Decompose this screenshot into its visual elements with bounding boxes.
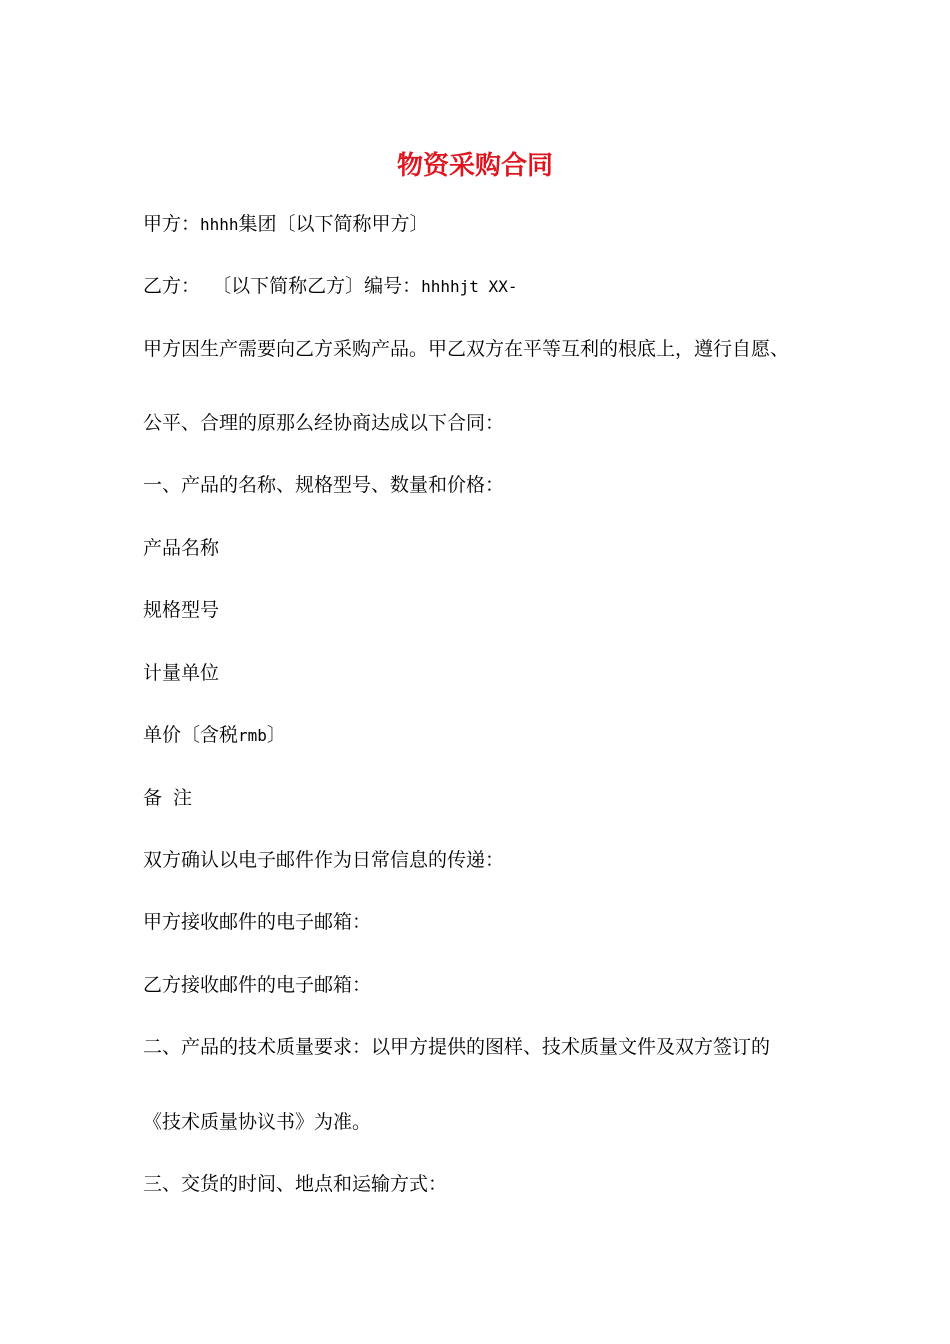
party-b-line <box>143 273 823 300</box>
party-a-email-line: 甲方接收邮件的电子邮箱： <box>143 911 372 933</box>
field-product-name: 产品名称 <box>143 537 220 559</box>
section-3-heading: 三、交货的时间、地点和运输方式： <box>143 1173 448 1195</box>
field-unit: 计量单位 <box>143 662 220 684</box>
section-2-line-1: 二、产品的技术质量要求：以甲方提供的图样、技术质量文件及双方签订的 <box>143 1036 771 1058</box>
section-2-line-2: 《技术质量协议书》为准。 <box>143 1111 372 1133</box>
email-confirm-line: 双方确认以电子邮件作为日常信息的传递： <box>143 849 505 871</box>
party-b-note: 〔以下简称乙方〕编号： <box>212 275 422 297</box>
section-1-heading: 一、产品的名称、规格型号、数量和价格： <box>143 474 505 496</box>
party-a-name: hhhh <box>200 215 239 234</box>
party-b-label: 乙方： <box>143 275 201 297</box>
intro-line-2: 公平、合理的原那么经协商达成以下合同： <box>143 412 505 434</box>
party-b-email-line: 乙方接收邮件的电子邮箱： <box>143 974 372 996</box>
document-title: 物资采购合同 <box>396 151 553 181</box>
field-unit-price <box>143 722 823 749</box>
intro-line-1: 甲方因生产需要向乙方采购产品。甲乙双方在平等互利的根底上，遵行自愿、 <box>143 338 790 360</box>
contract-number: hhhhjt XX- <box>421 277 518 296</box>
unit-price-suffix: 〕 <box>266 724 286 746</box>
unit-price-currency: rmb <box>238 726 267 745</box>
field-remarks: 备注 <box>143 787 204 809</box>
field-spec-model: 规格型号 <box>143 599 220 621</box>
unit-price-prefix: 单价〔含税 <box>143 724 239 746</box>
party-a-line <box>143 211 823 238</box>
party-a-label: 甲方： <box>143 213 201 235</box>
party-a-suffix: 集团〔以下简称甲方〕 <box>238 213 429 235</box>
